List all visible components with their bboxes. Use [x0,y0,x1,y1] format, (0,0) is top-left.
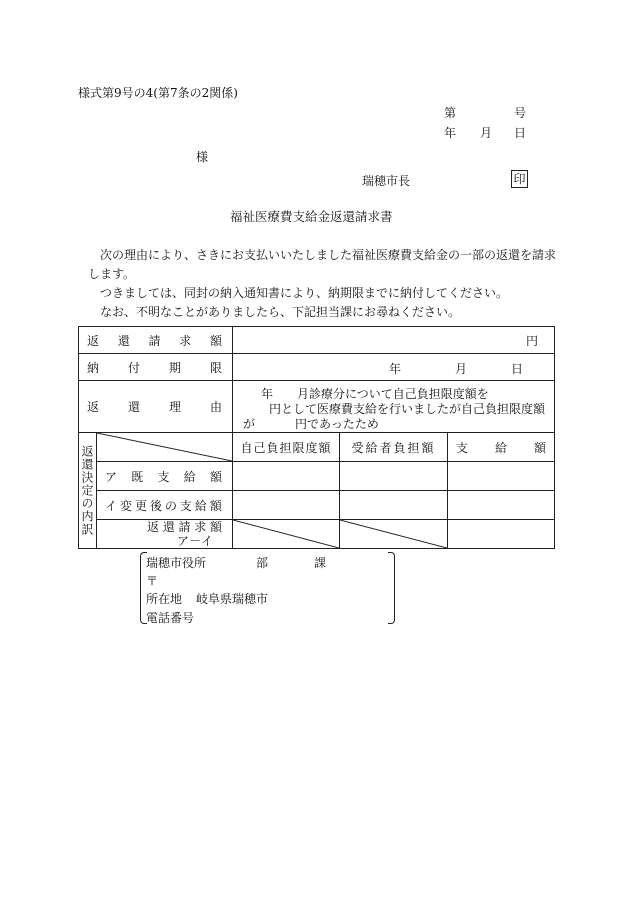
label-char: 返 [147,520,160,534]
row-a-limit[interactable] [233,462,340,491]
contact-bracket-right [388,552,395,624]
body-para3: なお、不明なことがありましたら、下記担当課にお尋ねください。 [100,305,461,319]
reason-line1: 年 月診療分について自己負担限度額を [261,387,489,401]
label-char: 支 [157,469,170,484]
label-char: 給 [494,440,507,455]
label-char: 支 [456,440,469,455]
label-char: 返 [87,400,100,414]
label-chars [79,359,232,376]
label-reason [79,381,233,433]
breakdown-vertical-label: 返還決定の内訳 [80,445,94,536]
label-char: 既 [131,469,144,484]
reason-value[interactable] [233,381,555,433]
label-char: 後 [149,498,162,513]
contact-office: 瑞穂市役所 [146,556,207,570]
label-char: 理 [168,400,181,414]
contact-postal: 〒 [146,574,159,588]
reason-line3: 円であったため [295,417,379,431]
form-number: 様式第9号の4(第7条の2関係) [78,86,238,100]
label-char: 給 [194,498,207,513]
reason-line2: 円として医療費支給を行いましたが自己負担限度額 [269,402,546,416]
number-label-go: 号 [514,106,527,120]
diagonal-line [97,433,232,461]
label-char: 額 [209,333,222,348]
label-deadline [79,354,233,381]
diagonal-line [340,520,447,548]
label-char: 請 [178,520,191,534]
contact-phone-label: 電話番号 [146,611,195,625]
header-diagonal-cell [97,433,233,462]
number-label-dai: 第 [444,106,457,120]
addressee-suffix: 様 [196,150,209,164]
label-char: 求 [179,333,192,348]
refund-table [78,326,555,549]
label-char: 更 [134,498,147,513]
contact-dept-bu: 部 [256,556,269,570]
label-char: 期 [168,360,181,375]
label-chars [79,398,232,415]
row-deadline [79,354,555,381]
contact-address: 岐阜県瑞穂市 [196,592,269,606]
unit-yen: 円 [525,333,538,348]
row-total-payment[interactable] [448,520,555,549]
row-i-label [97,491,233,520]
label-chars [97,520,232,534]
row-total [79,520,555,549]
row-a-payment[interactable] [448,462,555,491]
label-char: 限 [209,360,222,375]
row-i-recipient[interactable] [340,491,448,520]
row-reason [79,381,555,433]
row-a [79,462,555,491]
label-char: 納 [87,360,100,375]
issuer-name: 瑞穂市長 [362,174,411,188]
row-column-headers [79,433,555,462]
row-refund-amount [79,327,555,354]
label-char: 給 [183,469,196,484]
col-header-recipient: 受給者負担額 [340,433,448,462]
refund-amount-value[interactable] [233,327,555,354]
date-day-label: 日 [514,126,527,140]
label-char: の [164,498,177,513]
row-total-label [97,520,233,549]
label-char: 額 [209,520,222,534]
row-i-limit[interactable] [233,491,340,520]
deadline-month: 月 [455,362,468,376]
date-year-label: 年 [444,126,457,140]
label-char: 支 [179,498,192,513]
label-char: ア [105,469,118,484]
reason-line3-ga: が [243,417,256,431]
row-i-payment[interactable] [448,491,555,520]
col-header-payment [448,433,555,462]
label-char: 請 [148,333,161,348]
label-char: 還 [127,400,140,414]
label-char: 返 [87,333,100,348]
label-char: 額 [533,440,546,455]
row-total-limit-diagonal [233,520,340,549]
label-char: 額 [209,469,222,484]
deadline-year: 年 [389,362,402,376]
label-char: 還 [162,520,175,534]
diagonal-line [233,520,339,548]
date-month-label: 月 [480,126,493,140]
label-chars [97,497,232,514]
label-chars [456,439,546,456]
row-a-label [97,462,233,491]
label-refund-amount [79,327,233,354]
label-chars [79,332,232,349]
deadline-value[interactable] [233,354,555,381]
contact-address-label: 所在地 [146,592,183,606]
deadline-day: 日 [511,362,524,376]
row-a-recipient[interactable] [340,462,448,491]
label-breakdown [79,433,97,549]
body-para1-line1: 次の理由により、さきにお支払いいたしました福祉医療費支給金の一部の返還を請求 [100,248,557,262]
body-para2: つきましては、同封の納入通知書により、納期限までに納付してください。 [100,286,509,300]
label-char: 付 [127,360,140,375]
label-char: 変 [119,498,132,513]
label-char: 由 [209,400,222,414]
row-total-recipient-diagonal [340,520,448,549]
label-chars [97,468,232,485]
label-char: イ [105,498,118,513]
seal-mark: 印 [511,170,528,188]
label-char: 額 [209,498,222,513]
col-header-limit: 自己負担限度額 [233,433,340,462]
contact-dept-ka: 課 [314,556,327,570]
label-char: 求 [194,520,207,534]
row-total-formula: ア－イ [177,534,214,548]
document-title: 福祉医療費支給金返還請求書 [230,209,393,224]
body-para1-line2: します。 [88,267,136,281]
label-char: 還 [117,333,130,348]
row-i [79,491,555,520]
